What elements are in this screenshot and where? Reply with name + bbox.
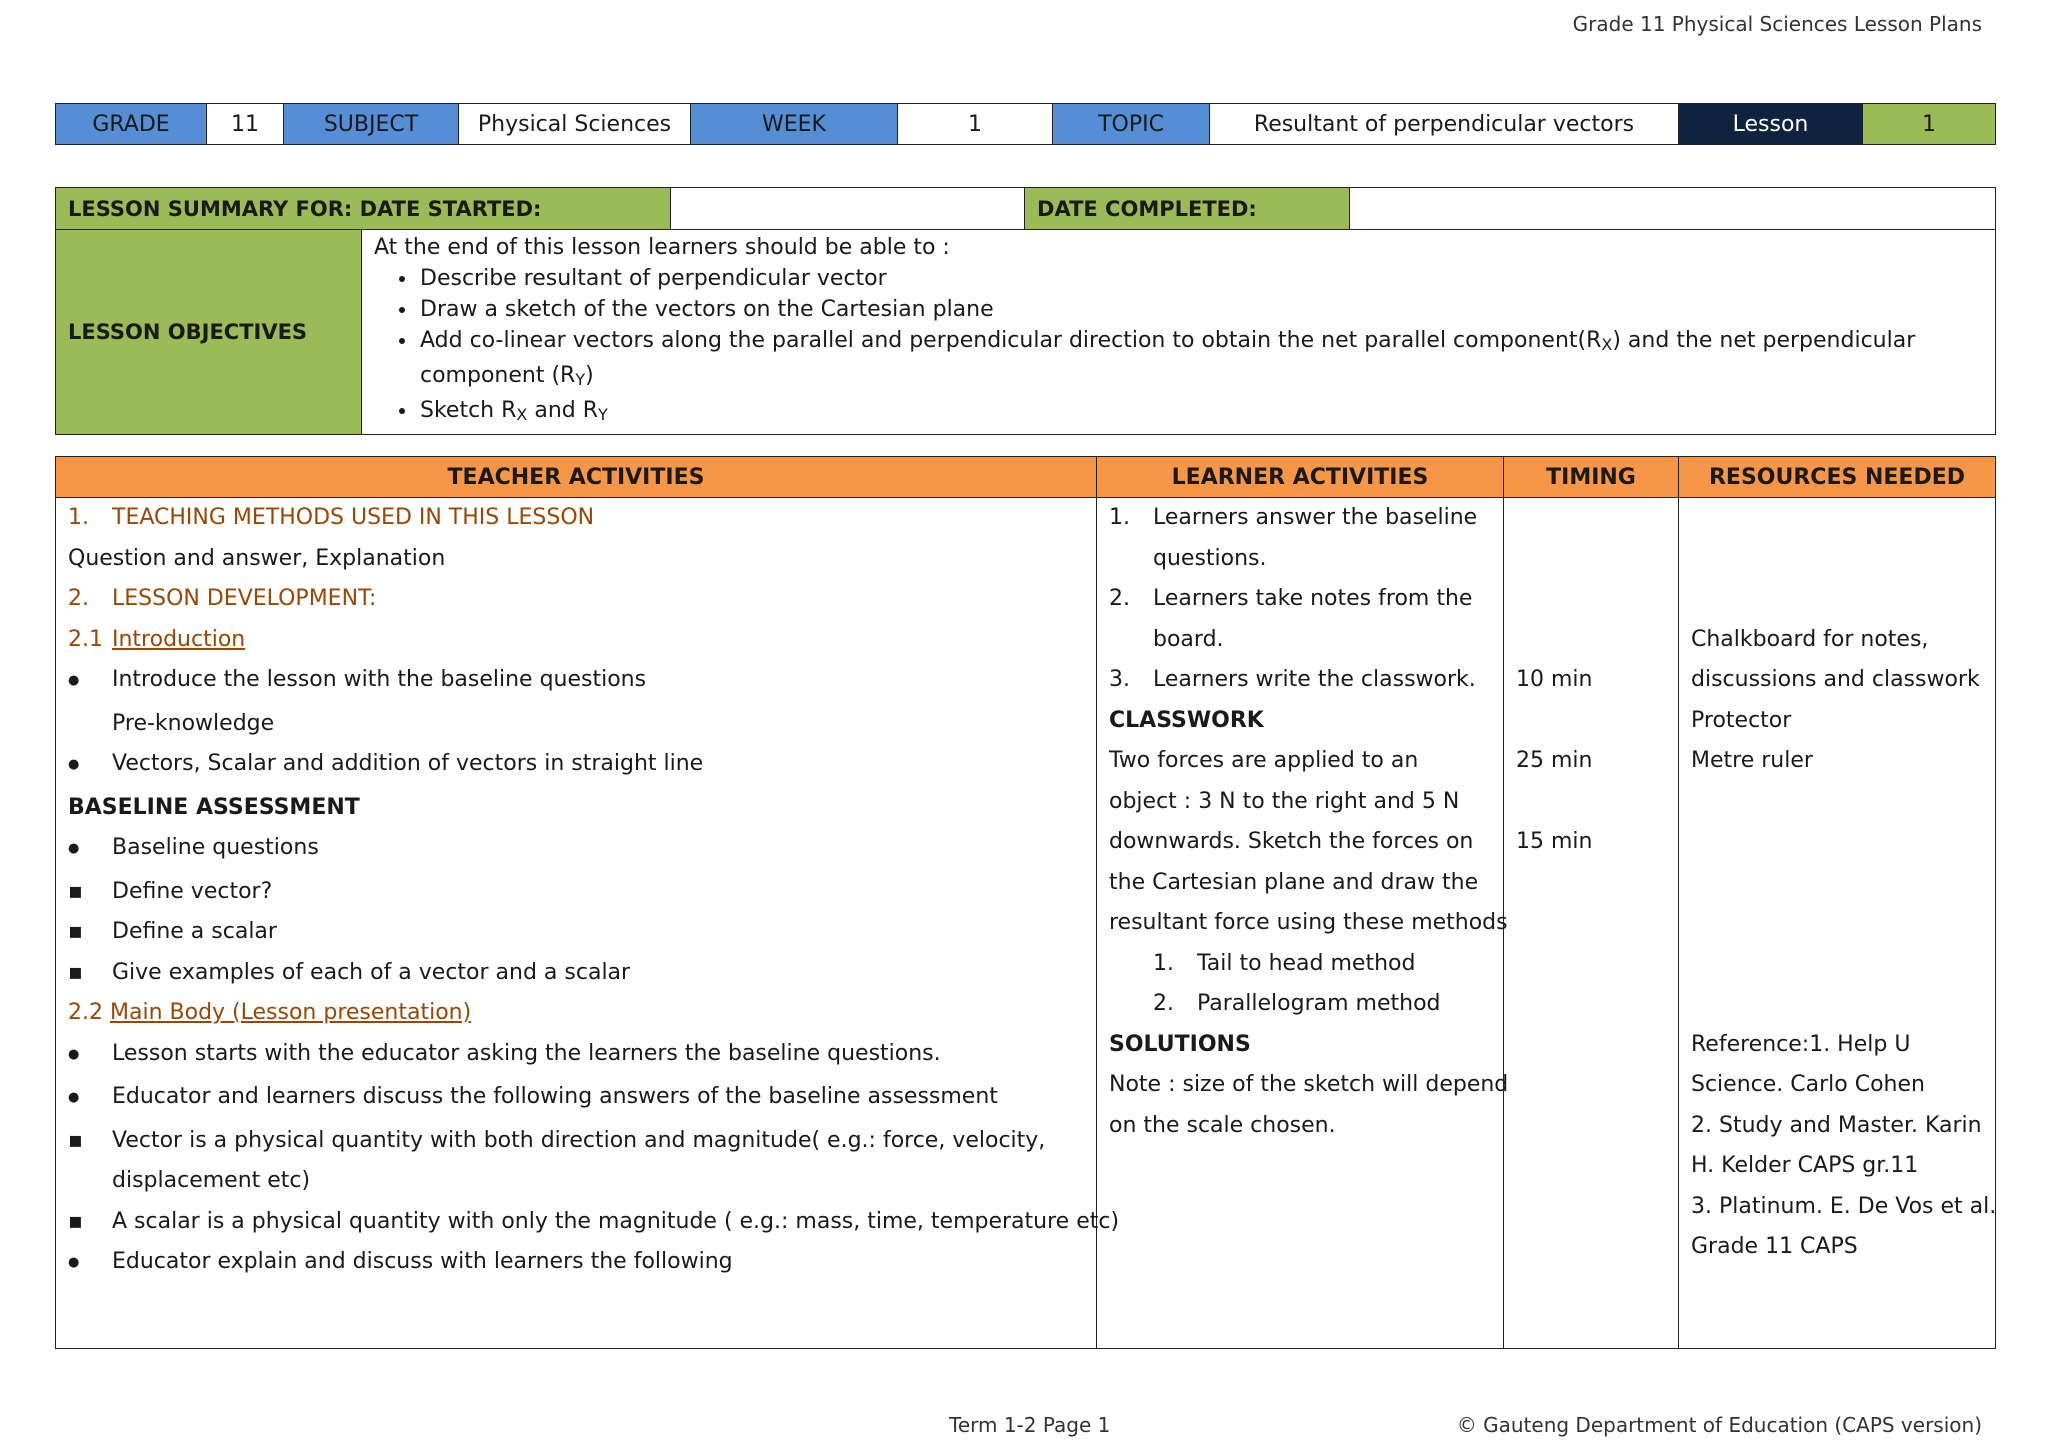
lesson-info-table: [55, 103, 1996, 145]
classwork-text: Two forces are applied to an: [1109, 748, 1419, 773]
copyright: © Gauteng Department of Education (CAPS version): [1456, 1413, 1982, 1437]
list-item: ●Lesson starts with the educator asking the learners the baseline questions.: [68, 1034, 1084, 1078]
list-item: ●Vectors, Scalar and addition of vectors in straight line: [68, 744, 1084, 788]
grade-value: 11: [207, 104, 284, 145]
section-heading: 1. TEACHING METHODS USED IN THIS LESSON: [68, 505, 595, 530]
list-item: displacement etc): [112, 1168, 311, 1193]
timing-value: 10 min: [1516, 667, 1593, 692]
resource-item: Science. Carlo Cohen: [1691, 1072, 1925, 1097]
section-heading: 2.2 Main Body (Lesson presentation): [68, 1000, 472, 1025]
timing-value: 25 min: [1516, 748, 1593, 773]
method-item: 2. Parallelogram method: [1153, 991, 1441, 1016]
objective-item: • Sketch $R_X$ and $R_Y$: [418, 395, 1983, 430]
list-item: ●Baseline questions: [68, 828, 1084, 872]
lesson-label: Lesson: [1679, 104, 1863, 145]
resource-item: Reference:1. Help U: [1691, 1031, 1911, 1057]
learner-activities-header: LEARNER ACTIVITIES: [1097, 457, 1504, 498]
week-value: 1: [898, 104, 1053, 145]
list-item: ▪Give examples of each of a vector and a scalar: [68, 953, 1084, 994]
list-item: ▪Define vector?: [68, 872, 1084, 913]
running-header: Grade 11 Physical Sciences Lesson Plans: [1572, 12, 1982, 36]
objective-item: • Add co-linear vectors along the parallel and perpendicular direction to obtain the net parallel $component(R_X)$ and the net perpendicular component $(R_Y)$: [418, 325, 1983, 395]
resource-item: Metre ruler: [1691, 748, 1813, 773]
lesson-summary-table: [55, 187, 1996, 435]
timing-value: 15 min: [1516, 829, 1593, 854]
resource-item: discussions and classwork: [1691, 667, 1980, 692]
subject-label: SUBJECT: [284, 104, 459, 145]
list-item: 1. Learners answer the baseline: [1109, 505, 1478, 530]
teacher-activities-cell: [56, 498, 1120, 1349]
date-completed-field: [1350, 188, 1996, 230]
learner-activities-cell: [1097, 498, 1509, 1349]
resource-item: Protector: [1691, 707, 1792, 733]
list-item: 2. Learners take notes from the: [1109, 586, 1473, 611]
list-item: board.: [1153, 626, 1224, 652]
date-started-label: LESSON SUMMARY FOR: DATE STARTED:: [56, 188, 671, 230]
method-item: 1. Tail to head method: [1153, 950, 1416, 976]
section-heading: 2. LESSON DEVELOPMENT:: [68, 586, 377, 611]
resource-item: H. Kelder CAPS gr.11: [1691, 1153, 1919, 1178]
classwork-text: object : 3 N to the right and 5 N: [1109, 788, 1460, 814]
timing-header: TIMING: [1504, 457, 1679, 498]
grade-label: GRADE: [56, 104, 207, 145]
list-item: ▪A scalar is a physical quantity with only the magnitude ( e.g.: mass, time, temperature etc): [68, 1202, 1084, 1243]
solution-note: on the scale chosen.: [1109, 1112, 1336, 1138]
list-item: 3. Learners write the classwork.: [1109, 667, 1476, 692]
activities-table: [55, 456, 1996, 1349]
resources-header: RESOURCES NEEDED: [1679, 457, 1996, 498]
teaching-methods: Question and answer, Explanation: [68, 545, 446, 571]
week-label: WEEK: [691, 104, 898, 145]
classwork-text: resultant force using these methods: [1109, 910, 1508, 935]
lesson-value: 1: [1863, 104, 1996, 145]
timing-cell: [1504, 498, 1679, 1349]
list-item: ●Introduce the lesson with the baseline questions: [68, 660, 1084, 704]
resources-cell: [1679, 498, 1996, 1349]
resource-item: 3. Platinum. E. De Vos et al.: [1691, 1193, 1997, 1219]
list-item: Pre-knowledge: [112, 710, 275, 736]
lesson-objectives-content: [362, 230, 1996, 435]
date-completed-label: DATE COMPLETED:: [1025, 188, 1350, 230]
classwork-heading: CLASSWORK: [1109, 707, 1264, 733]
list-item: ●Educator explain and discuss with learners the following: [68, 1242, 1084, 1286]
topic-value: Resultant of perpendicular vectors: [1210, 104, 1679, 145]
resource-item: Chalkboard for notes,: [1691, 626, 1929, 652]
objectives-list: [374, 263, 1983, 430]
classwork-text: the Cartesian plane and draw the: [1109, 869, 1479, 895]
list-item: ▪Define a scalar: [68, 912, 1084, 953]
list-item: ●Educator and learners discuss the following answers of the baseline assessment: [68, 1077, 1084, 1121]
teacher-activities-header: TEACHER ACTIVITIES: [56, 457, 1097, 498]
resource-item: Grade 11 CAPS: [1691, 1234, 1858, 1259]
objectives-intro: At the end of this lesson learners should be able to :: [374, 235, 950, 260]
topic-label: TOPIC: [1053, 104, 1210, 145]
classwork-text: downwards. Sketch the forces on: [1109, 829, 1474, 854]
date-started-field: [671, 188, 1025, 230]
subject-value: Physical Sciences: [459, 104, 691, 145]
list-item: ▪Vector is a physical quantity with both direction and magnitude( e.g.: force, velocity,: [68, 1121, 1084, 1162]
solutions-heading: SOLUTIONS: [1109, 1031, 1251, 1057]
resource-item: 2. Study and Master. Karin: [1691, 1112, 1982, 1138]
page-number: Term 1-2 Page 1: [949, 1413, 1111, 1437]
list-item: questions.: [1153, 545, 1267, 571]
section-heading: 2.1 Introduction: [68, 626, 246, 652]
baseline-heading: BASELINE ASSESSMENT: [68, 794, 360, 820]
objective-item: • Describe resultant of perpendicular vector: [418, 263, 1983, 294]
lesson-objectives-label: LESSON OBJECTIVES: [56, 230, 362, 435]
solution-note: Note : size of the sketch will depend: [1109, 1072, 1509, 1097]
objective-item: • Draw a sketch of the vectors on the Cartesian plane: [418, 294, 1983, 325]
